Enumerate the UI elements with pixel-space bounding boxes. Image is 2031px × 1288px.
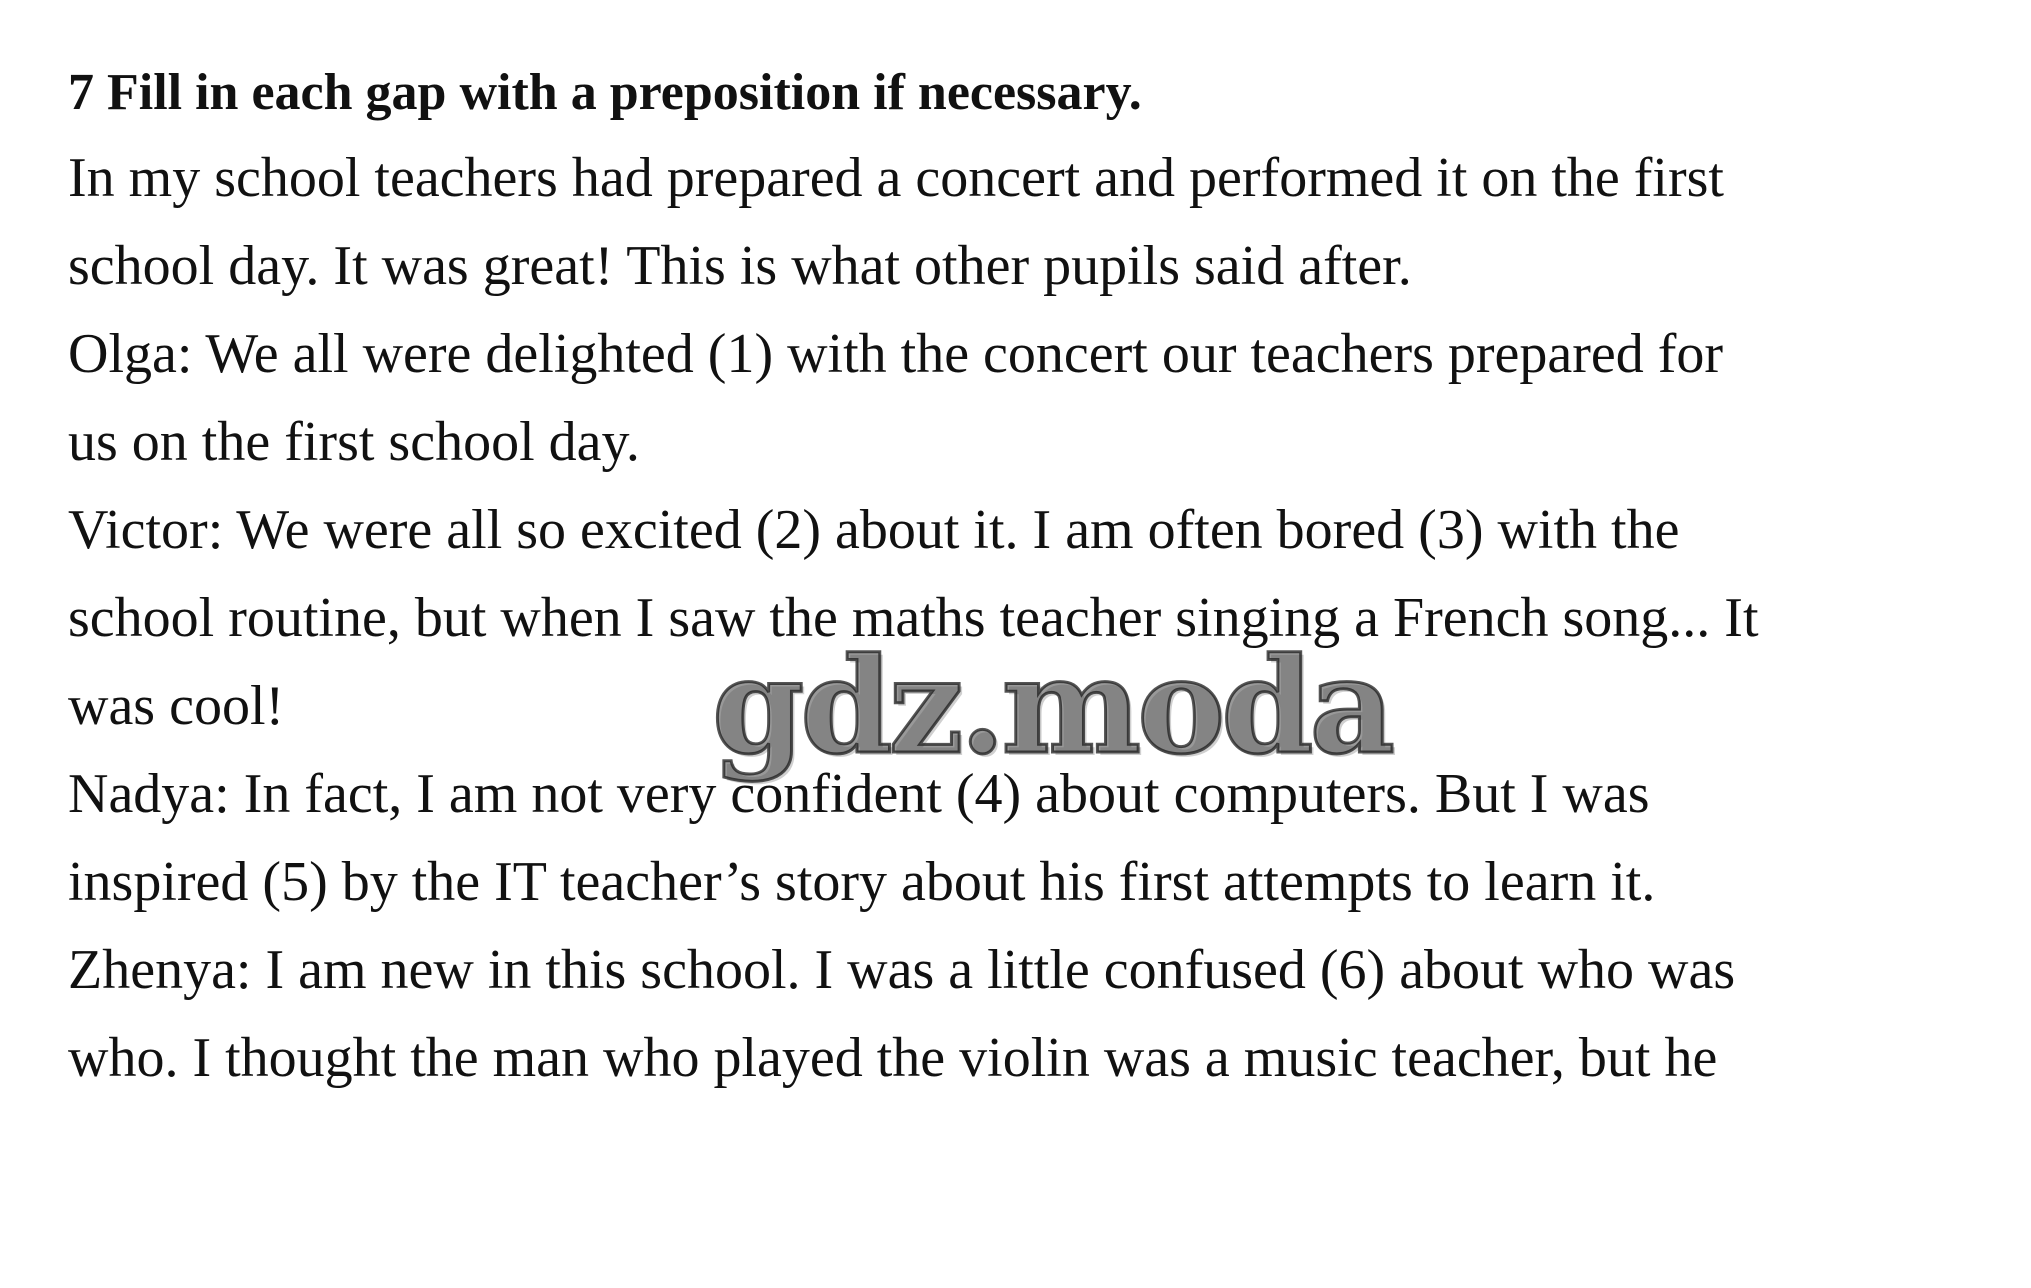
exercise-text xyxy=(68,52,1988,1102)
text-line: school day. It was great! This is what other pupils said after. xyxy=(68,235,1412,297)
text-line: who. I thought the man who played the violin was a music teacher, but he xyxy=(68,1027,1718,1089)
text-line: us on the first school day. xyxy=(68,411,640,473)
text-line: inspired (5) by the IT teacher’s story about his first attempts to learn it. xyxy=(68,851,1656,913)
text-line: In my school teachers had prepared a concert and performed it on the first xyxy=(68,147,1724,209)
watermark-logo: gdz.moda xyxy=(712,629,1392,784)
exercise-heading: 7 Fill in each gap with a preposition if necessary. xyxy=(68,64,1142,121)
text-line: was cool! xyxy=(68,675,285,737)
text-line: Nadya: In fact, I am not very confident (4) about computers. But I was xyxy=(68,763,1650,825)
text-line: Zhenya: I am new in this school. I was a little confused (6) about who was xyxy=(68,939,1736,1001)
text-line: school routine, but when I saw the maths teacher singing a French song... It xyxy=(68,587,1759,649)
text-line: Olga: We all were delighted (1) with the concert our teachers prepared for xyxy=(68,323,1724,385)
text-line: Victor: We were all so excited (2) about it. I am often bored (3) with the xyxy=(68,499,1680,561)
